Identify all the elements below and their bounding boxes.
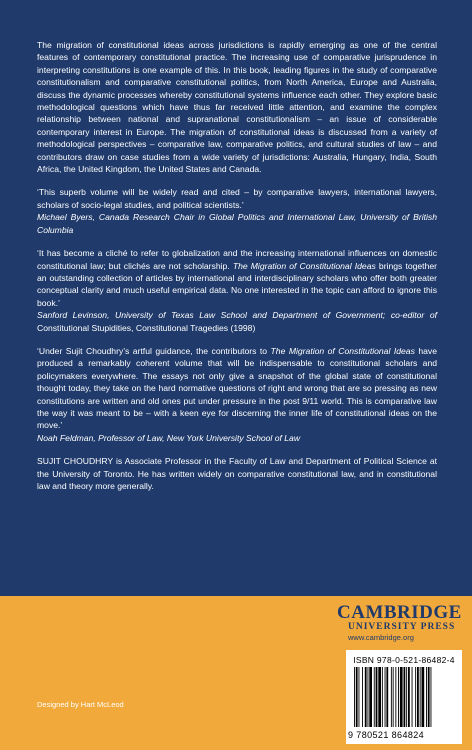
barcode-bar [385, 667, 386, 727]
barcode-bar [395, 667, 396, 727]
quote-text: ‘This superb volume will be widely read and cited – by comparative lawyers, international lawyers, scholars of socio-legal studies, and political scientists.’ [37, 187, 437, 210]
publisher-logo [337, 603, 467, 643]
barcode-bar [398, 667, 399, 727]
barcode-bar [369, 667, 372, 727]
barcode-bar [365, 667, 367, 727]
book-title-ref: The Migration of Constitutional Ideas [232, 260, 376, 271]
attribution-extra: Constitutional Stupidities, Constitutional Tragedies (1998) [37, 322, 256, 333]
quote-1 [37, 186, 437, 236]
barcode-bar [376, 667, 378, 727]
barcode-bar [382, 667, 383, 727]
quote-attribution: Noah Feldman, Professor of Law, New York University School of Law [37, 432, 301, 443]
barcode-number: 9 780521 864824 [348, 730, 425, 740]
quote-2 [37, 247, 437, 334]
author-bio: SUJIT CHOUDHRY is Associate Professor in the Faculty of Law and Department of Political Science at the University of Toronto. He has written widely on comparative constitutional law, and in constitutional law and theory more generally. [37, 456, 437, 491]
barcode-bar [420, 667, 421, 727]
barcode-image [352, 667, 456, 729]
quote-3 [37, 345, 437, 444]
quote-text-after: brings together an outstanding collection of articles by international and interdisciplinary scholars who offer both greater conceptual clarity and much useful empirical data. No one interested in the topic can afford to ignore this book.’ [37, 260, 437, 308]
publisher-name: CAMBRIDGE [337, 602, 462, 623]
isbn-label: ISBN 978-0-521-86482-4 [353, 655, 455, 665]
barcode-bar [406, 667, 407, 727]
barcode-bar [428, 667, 430, 727]
blurb-paragraph: The migration of constitutional ideas across jurisdictions is rapidly emerging as one of the central features of contemporary constitutional practice. The increasing use of comparative jurisprudence in interpreting constitutions is one example of this. In this book, leading figures in the study of comparative constitutionalism and comparative constitutional politics, from North America, Europe and Australia, discuss the dynamic processes whereby constitutional systems influence each other. They explore basic methodological questions which have thus far received little attention, and examine the complex relationship between national and supranational constitutionalism – an issue of considerable contemporary interest in Europe. The migration of constitutional ideas is discussed from a variety of methodological perspectives – comparative law, comparative politics, and cultural studies of law – and contributors draw on case studies from a wide variety of jurisdictions: Australia, Hungary, India, South Africa, the United Kingdom, the United States and Canada. [37, 40, 437, 175]
barcode-bar [404, 667, 406, 727]
barcode-bar [408, 667, 410, 727]
barcode-bar [368, 667, 369, 727]
barcode-bar [426, 667, 427, 727]
barcode-bar [356, 667, 358, 727]
publisher-subtitle: UNIVERSITY PRESS [348, 622, 456, 632]
quote-text [37, 247, 437, 309]
barcode-bar [422, 667, 425, 727]
barcode-bar [386, 667, 388, 727]
barcode-bar [431, 667, 432, 727]
barcode-bar [359, 667, 360, 727]
barcode-bar [354, 667, 355, 727]
barcode-box [346, 650, 462, 744]
quote-attribution [37, 309, 437, 334]
quote-text-before: ‘Under Sujit Choudhry’s artful guidance, the contributors to [37, 345, 271, 356]
barcode-bar [391, 667, 392, 727]
quote-text [37, 345, 437, 432]
quote-text-before: ‘It has become a cliché to refer to globalization and the increasing international influences on domestic constitutional law; but clichés are not scholarship. [37, 248, 437, 271]
barcode-bar [417, 667, 419, 727]
barcode-bar [374, 667, 375, 727]
quote-text-after: have produced a remarkably coherent volume that will be indispensable to constitutional scholars and policymakers everywhere. The essays not only give a snapshot of the global state of constitutional thought today, they take on the hard normative questions of right and wrong that are so pressing as new constitutions are written and old ones put under pressure in the post 9/11 world. This is comparative law the way it was meant to be – with a keen eye for discerning the inner life of constitutional ideas on the move.’ [37, 345, 437, 431]
quote-attribution: Michael Byers, Canada Research Chair in Global Politics and International Law, University of British Columbia [37, 212, 437, 235]
barcode-bar [412, 667, 413, 727]
designer-credit: Designed by Hart McLeod [37, 700, 124, 709]
publisher-url: www.cambridge.org [348, 633, 414, 642]
barcode-bar [393, 667, 394, 727]
barcode-bar [415, 667, 416, 727]
barcode-bar [400, 667, 403, 727]
barcode-bar [378, 667, 381, 727]
back-cover-text [37, 39, 437, 503]
book-title-ref: The Migration of Constitutional Ideas [270, 345, 415, 356]
barcode-bar [362, 667, 363, 727]
attribution-name: Sanford Levinson, University of Texas Law School and Department of Government; co-editor of [37, 310, 437, 321]
